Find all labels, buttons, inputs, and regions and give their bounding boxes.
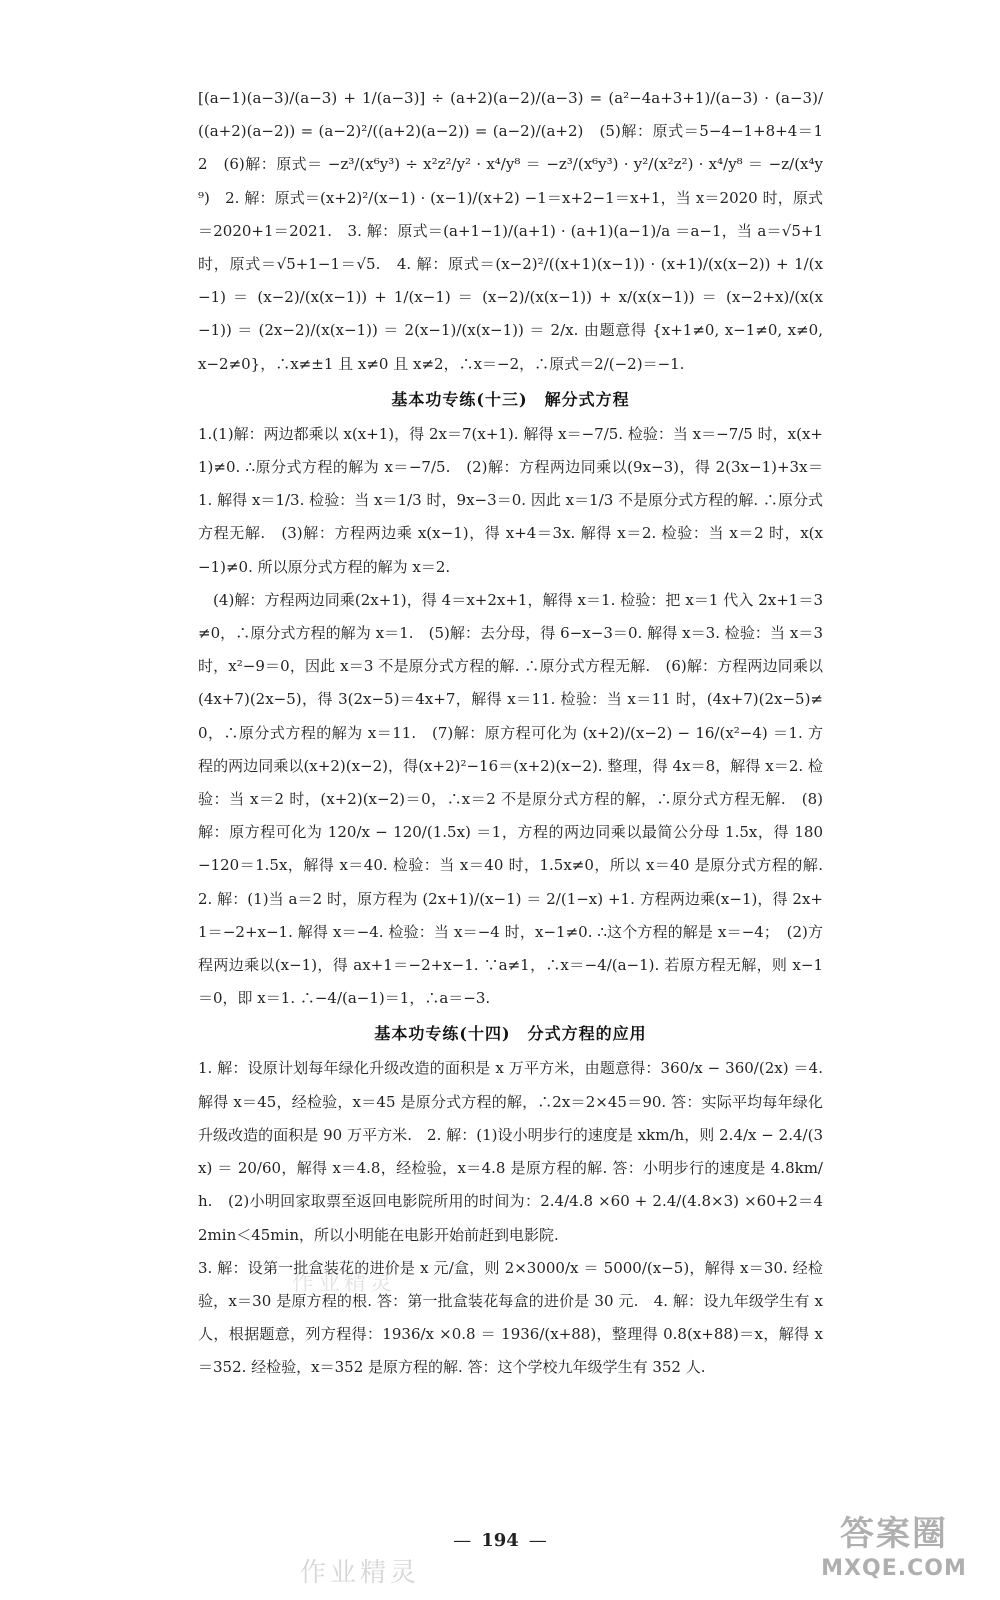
answer-paragraph-13-part2: (4)解：方程两边同乘(2x+1)，得 4＝x+2x+1，解得 x＝1. 检验：把 x＝1 代入 2x+1＝3≠0，∴原分式方程的解为 x＝1. (5)解：去分母，得 6−x−3＝0. 解得 x＝3. 检验：当 x＝3 时，x²−9＝0，因此 x＝3 不是原分式方程的解. ∴原分式方程无解. (6)解：方程两边同乘以(4x+7)(2x−5)，得 3(2x−5)＝4x+7，解得 x＝11. 检验：当 x＝11 时，(4x+7)(2x−5)≠0，∴原分式方程的解为 x＝11. (7)解：原方程可化为 (x+2)/(x−2) − 16/(x²−4) ＝1. 方程的两边同乘以(x+2)(x−2)，得(x+2)²−16＝(x+2)(x−2). 整理，得 4x＝8，解得 x＝2. 检验：当 x＝2 时，(x+2)(x−2)＝0，∴x＝2 不是原分式方程的解，∴原分式方程无解. (8)解：原方程可化为 120/x − 120/(1.5x) ＝1，方程的两边同乘以最简公分母 1.5x，得 180−120＝1.5x，解得 x＝40. 检验：当 x＝40 时，1.5x≠0，所以 x＝40 是原分式方程的解. 2. 解：(1)当 a＝2 时，原方程为 (2x+1)/(x−1) ＝ 2/(1−x) +1. 方程两边乘(x−1)，得 2x+1＝−2+x−1. 解得 x＝−4. 检验：当 x＝−4 时，x−1≠0. ∴这个方程的解是 x＝−4； (2)方程两边乘以(x−1)，得 ax+1＝−2+x−1. ∵a≠1，∴x＝−4/(a−1). 若原方程无解，则 x−1＝0，即 x＝1. ∴−4/(a−1)＝1，∴a＝−3. [198, 590, 839, 1008]
answer-paragraph-simplify: [(a−1)(a−3)/(a−3) + 1/(a−3)] ÷ (a+2)(a−2)/(a−3) = (a²−4a+3+1)/(a−3) · (a−3)/((a+2)(a−2)) = (a−2)²/((a+2)(a−2)) = (a−2)/(a+2) (5)解：原式＝5−4−1+8+4＝12 (6)解：原式＝ −z³/(x⁶y³) ÷ x²z²/y² · x⁴/y⁸ ＝ −z³/(x⁶y³) · y²/(x²z²) · x⁴/y⁸ ＝ −z/(x⁴y⁹) 2. 解：原式＝(x+2)²/(x−1) · (x−1)/(x+2) −1＝x+2−1＝x+1，当 x＝2020 时，原式＝2020+1＝2021. 3. 解：原式＝(a+1−1)/(a+1) · (a+1)(a−1)/a ＝a−1，当 a＝√5+1 时，原式＝√5+1−1＝√5. 4. 解：原式＝(x−2)²/((x+1)(x−1)) · (x+1)/(x(x−2)) + 1/(x−1) ＝ (x−2)/(x(x−1)) + 1/(x−1) ＝ (x−2)/(x(x−1)) + x/(x(x−1)) ＝ (x−2+x)/(x(x−1)) ＝ (2x−2)/(x(x−1)) ＝ 2(x−1)/(x(x−1)) ＝ 2/x. 由题意得 {x+1≠0, x−1≠0, x≠0, x−2≠0}，∴x≠±1 且 x≠0 且 x≠2，∴x＝−2，∴原式＝2/(−2)＝−1. [198, 89, 823, 373]
watermark-bottom: 作业精灵 [300, 1558, 421, 1588]
answer-paragraph-13-part1: 1.(1)解：两边都乘以 x(x+1)，得 2x＝7(x+1). 解得 x＝−7/5. 检验：当 x＝−7/5 时，x(x+1)≠0. ∴原分式方程的解为 x＝−7/5. (2)解：方程两边同乘以(9x−3)，得 2(3x−1)+3x＝1. 解得 x＝1/3. 检验：当 x＝1/3 时，9x−3＝0. 因此 x＝1/3 不是原分式方程的解. ∴原分式方程无解. (3)解：方程两边乘 x(x−1)，得 x+4＝3x. 解得 x＝2. 检验：当 x＝2 时，x(x−1)≠0. 所以原分式方程的解为 x＝2. [198, 424, 823, 576]
corner-logo-en: MXQE.COM [821, 1556, 967, 1581]
answer-paragraph-14-part1: 1. 解：设原计划每年绿化升级改造的面积是 x 万平方米，由题意得：360/x − 360/(2x) ＝4. 解得 x＝45，经检验，x＝45 是原分式方程的解，∴2x＝2×45＝90. 答：实际平均每年绿化升级改造的面积是 90 万平方米. 2. 解：(1)设小明步行的速度是 xkm/h，则 2.4/x − 2.4/(3x) ＝ 20/60，解得 x＝4.8，经检验，x＝4.8 是原方程的解. 答：小明步行的速度是 4.8km/h. (2)小明回家取票至返回电影院所用的时间为：2.4/4.8 ×60 + 2.4/(4.8×3) ×60+2＝42min＜45min，所以小明能在电影开始前赶到电影院. [198, 1059, 823, 1244]
section-heading-13: 基本功专练(十三) 解分式方程 [391, 389, 630, 409]
answer-paragraph-14-part2: 3. 解：设第一批盒装花的进价是 x 元/盒，则 2×3000/x ＝ 5000/(x−5)，解得 x＝30. 经检验，x＝30 是原方程的根. 答：第一批盒装花每盒的进价是 30 元. 4. 解：设九年级学生有 x 人，根据题意，列方程得：1936/x ×0.8 ＝ 1936/(x+88)，整理得 0.8(x+88)＝x，解得 x＝352. 经检验，x＝352 是原方程的解. 答：这个学校九年级学生有 352 人. [198, 1258, 823, 1377]
page-number-value: 194 [481, 1530, 519, 1551]
page-number-dash-right: — [528, 1530, 547, 1551]
corner-logo-watermark [794, 1512, 994, 1592]
section-heading-14: 基本功专练(十四) 分式方程的应用 [374, 1024, 647, 1044]
watermark-middle: 作业精灵 [292, 1271, 397, 1296]
page-content [198, 82, 839, 1522]
page-number-dash-left: — [453, 1530, 472, 1551]
corner-logo-cn: 答案圈 [840, 1514, 948, 1554]
